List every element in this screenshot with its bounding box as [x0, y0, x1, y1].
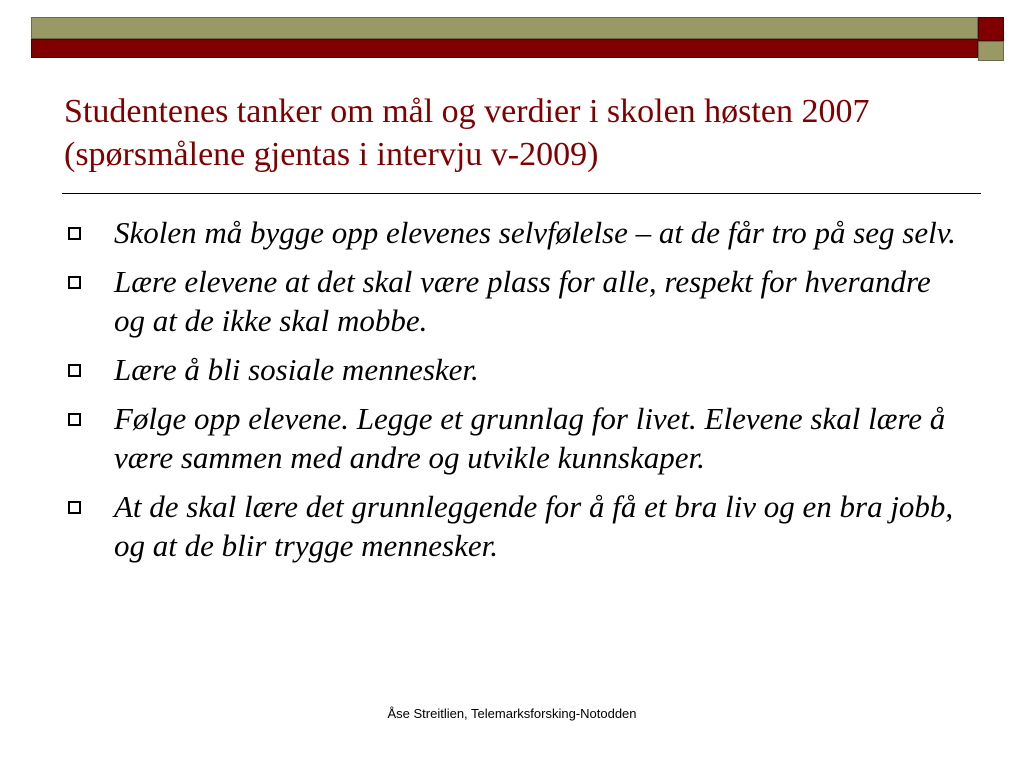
- bullet-item: [64, 399, 964, 477]
- bullet-item: [64, 487, 964, 565]
- title-divider: [62, 193, 981, 194]
- corner-square-red: [978, 17, 1004, 41]
- bullet-item: [64, 262, 964, 340]
- hollow-square-bullet-icon: [68, 413, 81, 426]
- bullet-item: [64, 350, 964, 389]
- hollow-square-bullet-icon: [68, 227, 81, 240]
- bullet-text: At de skal lære det grunnleggende for å få et bra liv og en bra jobb, og at de blir trygge mennesker.: [114, 489, 954, 563]
- bullet-list: [64, 213, 964, 575]
- slide-title: Studentenes tanker om mål og verdier i skolen høsten 2007 (spørsmålene gjentas i intervju v-2009): [64, 93, 870, 173]
- slide-footer: Åse Streitlien, Telemarksforsking-Notodden: [387, 706, 637, 721]
- bullet-item: [64, 213, 964, 252]
- bullet-text: Skolen må bygge opp elevenes selvfølelse – at de får tro på seg selv.: [114, 215, 956, 250]
- bullet-text: Lære å bli sosiale mennesker.: [114, 352, 479, 387]
- header-band-olive: [31, 17, 978, 39]
- hollow-square-bullet-icon: [68, 276, 81, 289]
- corner-square-olive: [978, 41, 1004, 61]
- hollow-square-bullet-icon: [68, 501, 81, 514]
- bullet-text: Lære elevene at det skal være plass for alle, respekt for hverandre og at de ikke skal mobbe.: [114, 264, 931, 338]
- header-band-red: [31, 39, 978, 58]
- bullet-text: Følge opp elevene. Legge et grunnlag for livet. Elevene skal lære å være sammen med andre og utvikle kunnskaper.: [114, 401, 946, 475]
- hollow-square-bullet-icon: [68, 364, 81, 377]
